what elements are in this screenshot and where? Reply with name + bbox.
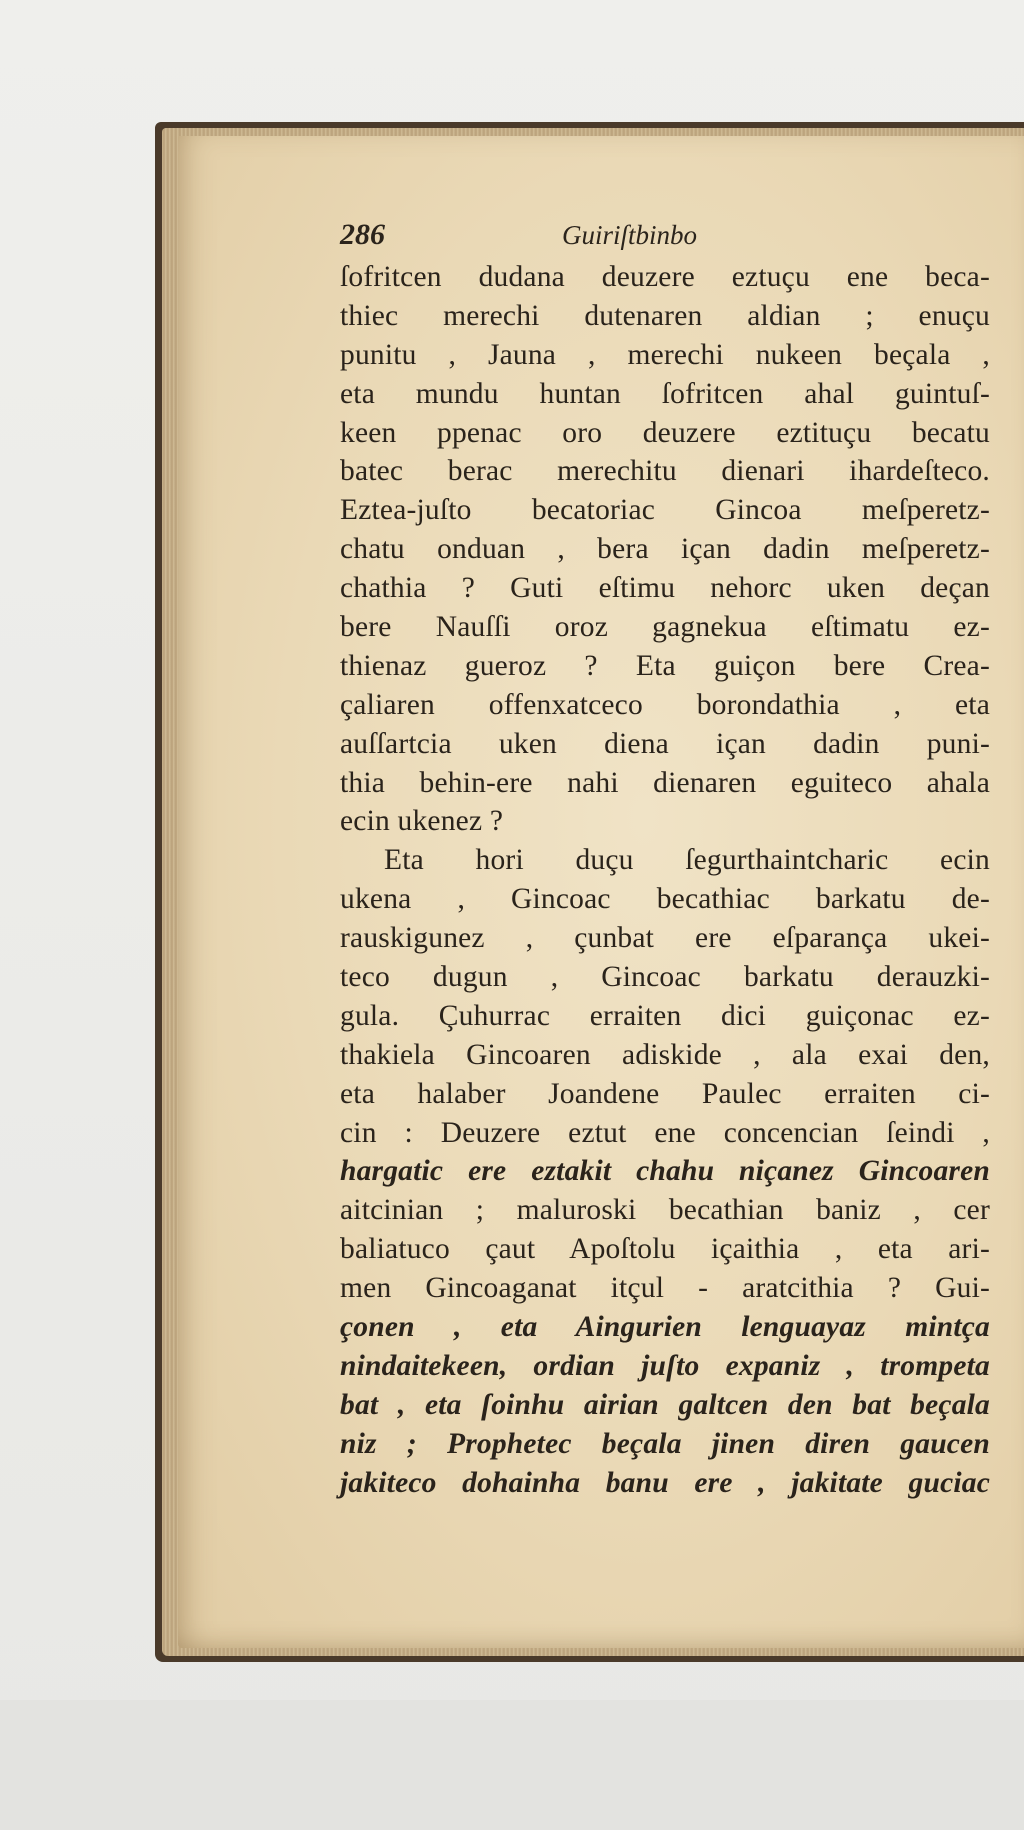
text-line: men Gincoaganat itçul - aratcithia ? Gui- (340, 1272, 990, 1305)
text-line: ecin ukenez ? (340, 805, 504, 838)
text-line: thiec merechi dutenaren aldian ; enuçu (340, 299, 990, 332)
text-line: gula. Çuhurrac erraiten dici guiçonac ez- (340, 999, 990, 1032)
text-line: thia behin-ere nahi dienaren eguiteco ahala (340, 766, 990, 799)
text-line: thienaz gueroz ? Eta guiçon bere Crea- (340, 649, 990, 682)
text-line: eta halaber Joandene Paulec erraiten ci- (340, 1077, 990, 1110)
text-line: batec berac merechitu dienari ihardeſteco. (340, 455, 990, 488)
text-line: chathia ? Guti eſtimu nehorc uken deçan (340, 572, 990, 605)
text-line: Eta hori duçu ſegurthaintcharic ecin (384, 844, 990, 877)
text-line-italic: nindaitekeen, ordian juſto expaniz , trompeta (340, 1349, 990, 1382)
text-line: ukena , Gincoac becathiac barkatu de- (340, 883, 990, 916)
text-line-italic: hargatic ere eztakit chahu niçanez Gincoaren (340, 1155, 990, 1188)
text-line: chatu onduan , bera içan dadin meſperetz- (340, 533, 990, 566)
text-line: rauskigunez , çunbat ere eſparança ukei- (340, 922, 990, 955)
text-line: thakiela Gincoaren adiskide , ala exai den, (340, 1038, 990, 1071)
text-line: cin : Deuzere eztut ene concencian ſeindi , (340, 1116, 990, 1149)
running-head (340, 218, 840, 258)
text-line-italic: niz ; Prophetec beçala jinen diren gaucen (340, 1427, 990, 1460)
text-line-italic: jakiteco dohainha banu ere , jakitate guciac (340, 1466, 990, 1499)
running-title: Guiriſtbinbo (562, 220, 698, 250)
text-line: ſofritcen dudana deuzere eztuçu ene beca- (340, 261, 990, 293)
page-number: 286 (340, 218, 385, 251)
text-line: Eztea-juſto becatoriac Gincoa meſperetz- (340, 494, 990, 527)
text-line: auſſartcia uken diena içan dadin puni- (340, 727, 990, 760)
text-line: bere Nauſſi oroz gagnekua eſtimatu ez- (340, 611, 990, 644)
text-line: teco dugun , Gincoac barkatu derauzki- (340, 961, 990, 994)
text-line: keen ppenac oro deuzere eztituçu becatu (340, 416, 990, 449)
scan-bottom-margin (0, 1700, 1024, 1830)
body-text (340, 258, 990, 1503)
text-line: çaliaren offenxatceco borondathia , eta (340, 688, 990, 721)
text-line-italic: çonen , eta Aingurien lenguayaz mintça (340, 1311, 990, 1344)
text-line: baliatuco çaut Apoſtolu içaithia , eta ari- (340, 1233, 990, 1266)
text-line: aitcinian ; maluroski becathian baniz , cer (340, 1194, 990, 1227)
text-line: eta mundu huntan ſofritcen ahal guintuſ- (340, 377, 990, 410)
text-line-italic: bat , eta ſoinhu airian galtcen den bat beçala (340, 1388, 990, 1421)
text-line: punitu , Jauna , merechi nukeen beçala , (340, 338, 990, 371)
